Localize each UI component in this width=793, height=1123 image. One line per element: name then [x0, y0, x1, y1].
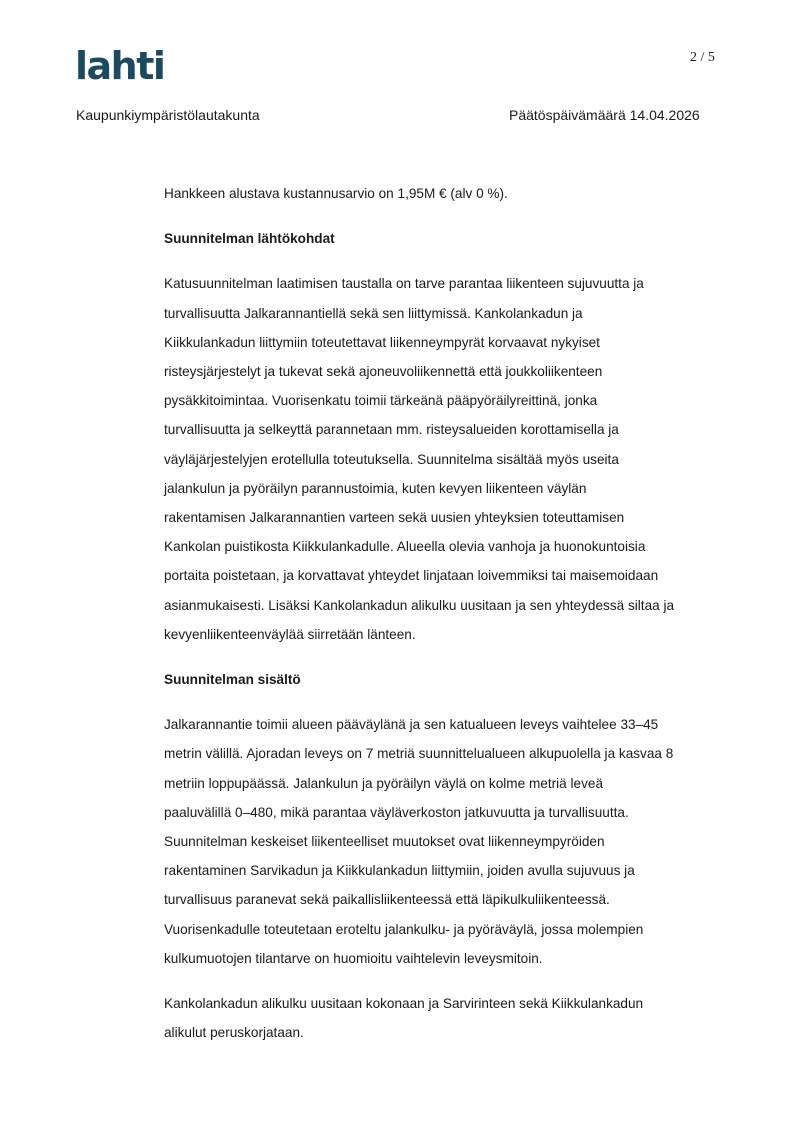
text-line: Kankolan puistikosta Kiikkulankadulle. Alueella olevia vanhoja ja huonokuntoisia: [164, 539, 646, 555]
text-line: kulkumuotojen tilantarve on huomioitu vaihtelevin leveysmitoin.: [164, 950, 543, 966]
text-line: Vuorisenkadulle toteutetaan eroteltu jalankulku- ja pyöräväylä, jossa molempien: [164, 921, 644, 937]
text-line: portaita poistetaan, ja korvattavat yhteydet linjataan loivemmiksi tai maisemoidaan: [164, 568, 659, 584]
decision-date: Päätöspäivämäärä 14.04.2026: [509, 107, 700, 123]
text-line: turvallisuus paranevat sekä paikallisliikenteessä että läpikulkuliikenteessä.: [164, 892, 610, 908]
text-line: Jalkarannantie toimii alueen pääväylänä ja sen katualueen leveys vaihtelee 33–45: [164, 717, 659, 733]
cost-estimate: Hankkeen alustava kustannusarvio on 1,95M € (alv 0 %).: [164, 186, 508, 201]
text-line: alikulut peruskorjataan.: [164, 1025, 304, 1041]
text-line: Katusuunnitelman laatimisen taustalla on tarve parantaa liikenteen sujuvuutta ja: [164, 276, 644, 292]
document-body: [164, 179, 729, 1063]
text-line: jalankulun ja pyöräilyn parannustoimia, kuten kevyen liikenteen väylän: [164, 480, 587, 496]
text-line: metriin loppupäässä. Jalankulun ja pyöräilyn väylä on kolme metriä leveä: [164, 775, 604, 791]
paragraph-starting-points: [164, 269, 729, 649]
text-line: Suunnitelman keskeiset liikenteelliset muutokset ovat liikenneympyröiden: [164, 834, 605, 850]
section-heading-starting-points: Suunnitelman lähtökohdat: [164, 231, 335, 247]
lahti-logo: [75, 48, 167, 82]
text-line: rakentaminen Sarvikadun ja Kiikkulankadun liittymiin, joiden avulla sujuvuus ja: [164, 863, 635, 879]
logo-text: lahti: [75, 48, 165, 82]
paragraph-content: [164, 710, 729, 973]
text-line: turvallisuutta ja selkeyttä parannetaan mm. risteysalueiden korottamisella ja: [164, 422, 619, 438]
text-line: väyläjärjestelyjen erotellulla toteutuksella. Suunnitelma sisältää myös useita: [164, 451, 619, 467]
text-line: paaluvälillä 0–480, mikä parantaa väyläverkoston jatkuvuutta ja turvallisuutta.: [164, 804, 629, 820]
organization-name: Kaupunkiympäristölautakunta: [76, 107, 260, 123]
text-line: turvallisuutta Jalkarannantiellä sekä sen liittymissä. Kankolankadun ja: [164, 305, 583, 321]
section-heading-content: Suunnitelman sisältö: [164, 672, 301, 688]
page-number: 2 / 5: [690, 50, 715, 65]
text-line: kevyenliikenteenväylää siirretään länteen.: [164, 626, 416, 642]
text-line: rakentamisen Jalkarannantien varteen sekä uusien yhteyksien toteuttamisen: [164, 510, 625, 526]
paragraph-underpasses: [164, 989, 729, 1047]
text-line: risteysjärjestelyt ja tukevat sekä ajoneuvoliikennettä että joukkoliikenteen: [164, 364, 603, 380]
text-line: asianmukaisesti. Lisäksi Kankolankadun alikulku uusitaan ja sen yhteydessä siltaa ja: [164, 597, 675, 613]
text-line: pysäkkitoimintaa. Vuorisenkatu toimii tärkeänä pääpyöräilyreittinä, jonka: [164, 393, 598, 409]
text-line: Kiikkulankadun liittymiin toteutettavat liikenneympyrät korvaavat nykyiset: [164, 334, 600, 350]
text-line: Kankolankadun alikulku uusitaan kokonaan ja Sarvirinteen sekä Kiikkulankadun: [164, 996, 644, 1012]
text-line: metrin välillä. Ajoradan leveys on 7 metriä suunnittelualueen alkupuolella ja kasvaa 8: [164, 746, 674, 762]
